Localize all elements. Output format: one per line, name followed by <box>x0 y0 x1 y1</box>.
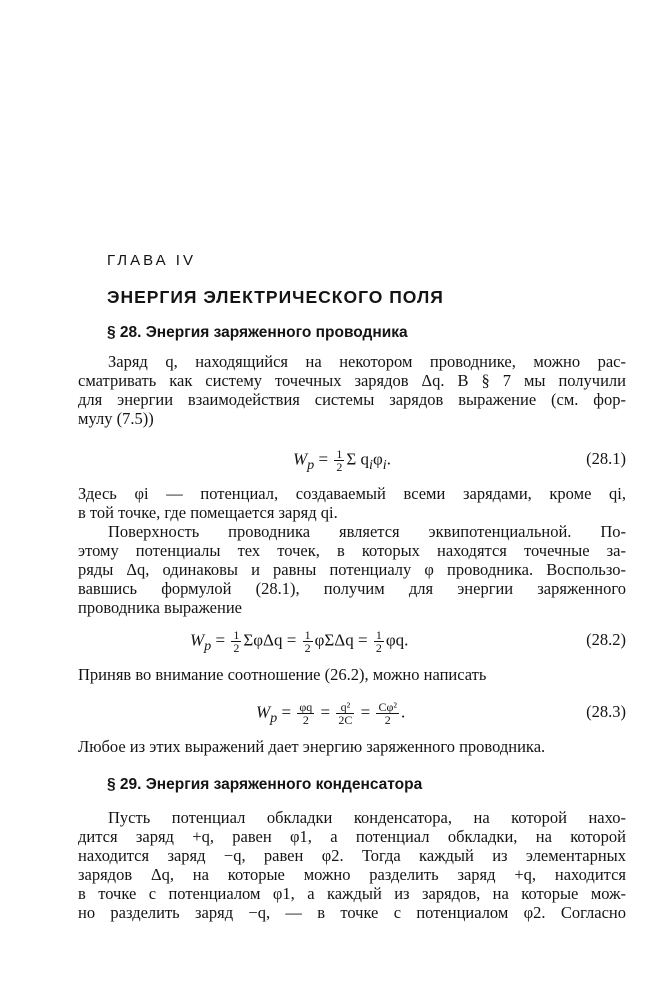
chapter-label: ГЛАВА IV <box>107 252 196 269</box>
section-29-heading: § 29. Энергия заряженного конденсатора <box>107 776 423 793</box>
text-line: но разделить заряд −q, — в точке с потенциалом φ2. Согласно <box>78 903 626 922</box>
formula-28-3 <box>78 694 626 728</box>
chapter-title: ЭНЕРГИЯ ЭЛЕКТРИЧЕСКОГО ПОЛЯ <box>107 287 444 307</box>
text-line: проводника выражение <box>78 598 242 617</box>
text-line: в точке с потенциалом φ1, а каждый из зарядов, на которые мож- <box>78 884 626 903</box>
text-line: Заряд q, находящийся на некотором проводнике, можно рас- <box>108 352 626 371</box>
formula-expression: $W_p$ = $\frac{\varphi q}{2}$ = $\frac{\text{q²}}{2C}$ = $\frac{\text{Cφ²}}{2}$ . <box>256 700 406 727</box>
text-line: в той точке, где помещается заряд qi. <box>78 503 338 522</box>
fraction: $\frac{\varphi q}{2}$ <box>299 700 313 727</box>
text-line: Любое из этих выражений дает энергию заряженного проводника. <box>78 737 546 756</box>
text-line: зарядов Δq, на которые можно разделить заряд +q, находится <box>78 865 626 884</box>
text-line: Приняв во внимание соотношение (26.2), можно написать <box>78 665 487 684</box>
text-line: Здесь φi — потенциал, создаваемый всеми зарядами, кроме qi, <box>78 484 626 503</box>
formula-28-1 <box>78 441 626 475</box>
text-line: этому потенциалы тех точек, в которых находятся точечные за- <box>78 541 626 560</box>
equation-number: (28.2) <box>586 630 626 649</box>
text-line: Поверхность проводника является эквипотенциальной. По- <box>108 522 626 541</box>
text-line: дится заряд +q, равен φ1, а потенциал обкладки, на которой <box>78 827 626 846</box>
section-29-paragraph-1 <box>78 808 626 922</box>
fraction: $\frac{1}{2}$ <box>304 628 311 655</box>
section-28-paragraph-1 <box>78 352 626 428</box>
section-28-paragraph-2 <box>78 484 626 522</box>
section-28-paragraph-3 <box>78 522 626 617</box>
text-line: находится заряд −q, равен φ2. Тогда каждый из элементарных <box>78 846 626 865</box>
fraction: $\frac{1}{2}$ <box>375 628 382 655</box>
fraction: $\frac{\text{Cφ²}}{2}$ <box>378 700 398 727</box>
formula-expression: $W_p$ = $\frac{1}{2}$ Σ $q_i\varphi_i$. <box>293 447 391 474</box>
text-line: мулу (7.5)) <box>78 409 154 428</box>
text-line: Пусть потенциал обкладки конденсатора, на которой нахо- <box>108 808 626 827</box>
fraction: $\frac{1}{2}$ <box>336 447 343 474</box>
section-28-heading: § 28. Энергия заряженного проводника <box>107 324 408 341</box>
section-28-paragraph-4 <box>78 665 626 684</box>
equation-number: (28.3) <box>586 702 626 721</box>
fraction: $\frac{\text{q²}}{2C}$ <box>338 700 353 727</box>
formula-expression: $W_p$ = $\frac{1}{2}$ ΣφΔq = $\frac{1}{2}$ φΣΔq = $\frac{1}{2}$ φq. <box>190 628 409 655</box>
text-line: ряды Δq, одинаковы и равны потенциалу φ проводника. Воспользо- <box>78 560 626 579</box>
text-line: сматривать как систему точечных зарядов Δq. В § 7 мы получили <box>78 371 626 390</box>
formula-28-2 <box>78 622 626 656</box>
equation-number: (28.1) <box>586 449 626 468</box>
section-28-paragraph-5 <box>78 737 626 756</box>
fraction: $\frac{1}{2}$ <box>233 628 240 655</box>
text-line: вавшись формулой (28.1), получим для энергии заряженного <box>78 579 626 598</box>
text-line: для энергии взаимодействия системы зарядов выражение (см. фор- <box>78 390 626 409</box>
